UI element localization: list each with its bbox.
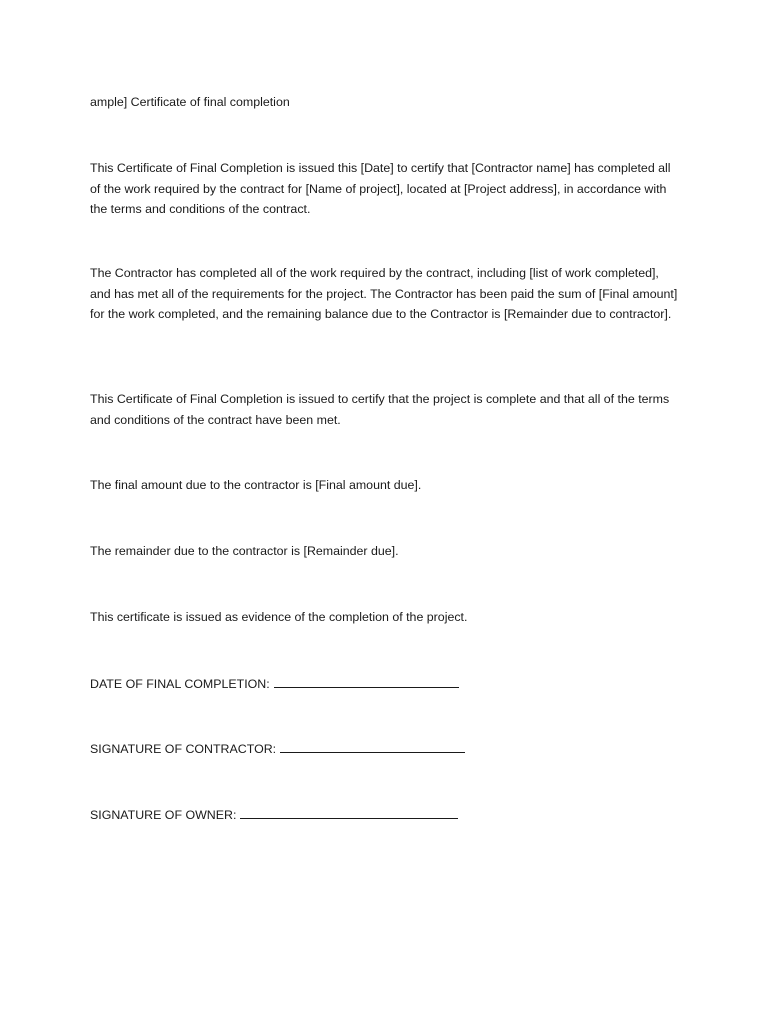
paragraph-work-completed: The Contractor has completed all of the work required by the contract, including [list of work completed], and has met all of the requirements for the project. The Contractor has been paid the sum of [Final amount] for the work completed, and the remaining balance due to the Contractor is [Remainder due to contractor]. — [90, 266, 678, 321]
paragraph-certification: This Certificate of Final Completion is issued to certify that the project is complete and that all of the terms and conditions of the contract have been met. — [90, 392, 670, 427]
owner-signature-line — [90, 804, 680, 826]
paragraph-final-amount: The final amount due to the contractor is [Final amount due]. — [90, 478, 422, 492]
date-of-completion-blank[interactable] — [274, 673, 459, 688]
date-of-completion-line — [90, 673, 680, 695]
paragraph-evidence: This certificate is issued as evidence of the completion of the project. — [90, 610, 468, 624]
date-of-completion-label: DATE OF FINAL COMPLETION: — [90, 677, 270, 691]
owner-signature-label: SIGNATURE OF OWNER: — [90, 808, 237, 822]
contractor-signature-blank[interactable] — [280, 738, 465, 753]
paragraph-remainder: The remainder due to the contractor is [Remainder due]. — [90, 544, 399, 558]
owner-signature-blank[interactable] — [240, 804, 458, 819]
contractor-signature-line — [90, 738, 680, 760]
paragraph-issuance: This Certificate of Final Completion is issued this [Date] to certify that [Contractor name] has completed all of the work required by the contract for [Name of project], located at [Project address], in accordance with the terms and conditions of the contract. — [90, 161, 671, 216]
document-title: ample] Certificate of final completion — [90, 95, 290, 109]
contractor-signature-label: SIGNATURE OF CONTRACTOR: — [90, 742, 277, 756]
